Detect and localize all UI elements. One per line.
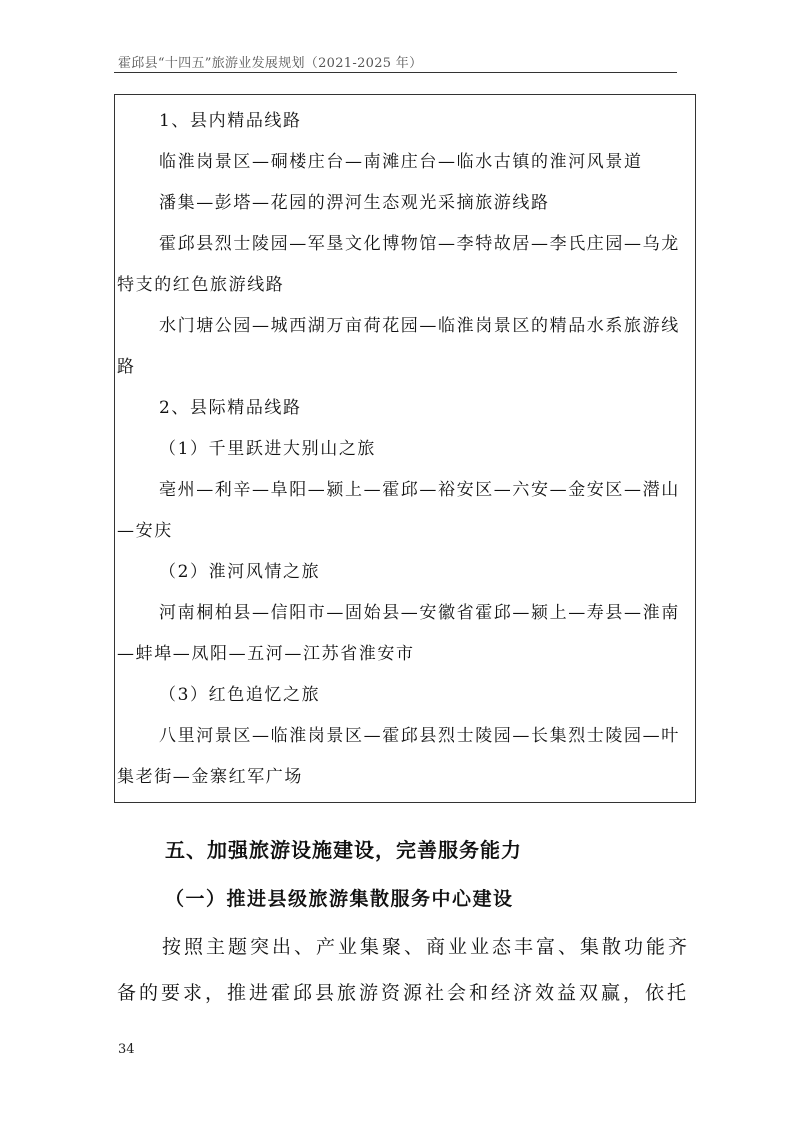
section-heading: 五、加强旅游设施建设，完善服务能力 [165, 838, 522, 862]
route-line: 集老街—金寨红军广场 [117, 767, 303, 787]
route-line: —蚌埠—凤阳—五河—江苏省淮安市 [117, 644, 415, 664]
route-line: —安庆 [117, 521, 173, 541]
header-rule [114, 72, 677, 73]
route-box [114, 94, 696, 803]
route-line: 潘集—彭塔—花园的淠河生态观光采摘旅游线路 [159, 193, 550, 213]
route-line: 亳州—利辛—阜阳—颍上—霍邱—裕安区—六安—金安区—潜山 [159, 480, 680, 500]
route-line: （1）千里跃进大别山之旅 [159, 439, 377, 459]
route-line: 霍邱县烈士陵园—军垦文化博物馆—李特故居—李氏庄园—乌龙 [159, 234, 680, 254]
route-line: （2）淮河风情之旅 [159, 562, 321, 582]
route-line: 八里河景区—临淮岗景区—霍邱县烈士陵园—长集烈士陵园—叶 [159, 726, 680, 746]
route-line: 河南桐柏县—信阳市—固始县—安徽省霍邱—颍上—寿县—淮南 [159, 603, 680, 623]
page-header-title: 霍邱县“十四五”旅游业发展规划（2021-2025 年） [118, 56, 423, 71]
route-line: 特支的红色旅游线路 [117, 275, 285, 295]
body-paragraph-line: 备的要求，推进霍邱县旅游资源社会和经济效益双赢，依托 [117, 982, 690, 1004]
section-subheading: （一）推进县级旅游集散服务中心建设 [165, 888, 514, 910]
route-line: （3）红色追忆之旅 [159, 685, 321, 705]
route-line: 临淮岗景区—硐楼庄台—南滩庄台—临水古镇的淮河风景道 [159, 152, 643, 172]
route-line: 1、县内精品线路 [159, 111, 302, 131]
page-number: 34 [118, 1042, 135, 1057]
body-paragraph-line: 按照主题突出、产业集聚、商业业态丰富、集散功能齐 [162, 936, 691, 958]
route-line: 水门塘公园—城西湖万亩荷花园—临淮岗景区的精品水系旅游线 [159, 316, 680, 336]
route-line: 路 [117, 357, 136, 377]
route-line: 2、县际精品线路 [159, 398, 302, 418]
